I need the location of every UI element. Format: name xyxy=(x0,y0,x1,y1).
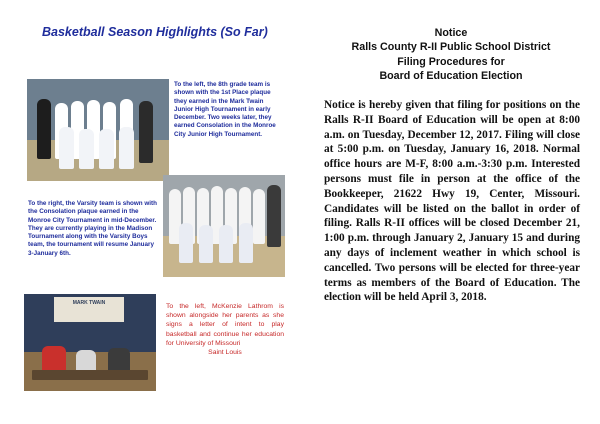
photo-8th-grade-team xyxy=(27,79,169,181)
caption-8th-grade: To the left, the 8th grade team is shown with the 1st Place plaque they earned in the Mark Twain Junior High Tournament in early December. Two weeks later, they earned Consolation in the Monroe City Junior High Tournament. xyxy=(174,81,276,138)
caption-signing-last: Saint Louis xyxy=(208,348,242,356)
section-title: Basketball Season Highlights (So Far) xyxy=(42,25,268,39)
school-sign: MARK TWAIN xyxy=(54,297,124,322)
notice-heading-line: Notice xyxy=(434,27,468,39)
notice-heading xyxy=(320,26,582,84)
caption-varsity: To the right, the Varsity team is shown with the Consolation plaque earned in the Monroe City Tournament in mid-December. They are currently playing in the Madison Tournament along with the Varsity Boys team, the tournament will resume January 3-January 6th. xyxy=(28,200,157,257)
notice-body: Notice is hereby given that filing for positions on the Ralls R-II Board of Education will be open at 8:00 a.m. on Tuesday, December 12, 2017. Filing will close at 5:00 p.m. on Tuesday, January 16, 2018. Normal office hours are M-F, 8:00 a.m.-3:30 p.m. Interested persons must file in person at the office of the Bookkeeper, 21622 Hwy 19, Center, Missouri. Candidates will be listed on the ballot in order of filing. Ralls R-II offices will be closed December 21, 1:00 p.m. through January 2, January 15 and during any days of inclement weather in which school is cancelled. Two persons will be elected for three-year terms as members of the Board of Education. The election will be held April 3, 2018. xyxy=(324,99,580,304)
notice-heading-line: Board of Education Election xyxy=(379,70,523,83)
notice-heading-line: Filing Procedures for xyxy=(397,55,505,68)
photo-varsity-team xyxy=(163,175,285,277)
caption-signing xyxy=(166,302,284,357)
notice-heading-line: Ralls County R-II Public School District xyxy=(351,41,551,54)
caption-signing-main: To the left, McKenzie Lathrom is shown alongside her parents as she signs a letter of intent to play basketball and continue her education for University of Missouri xyxy=(166,303,284,347)
